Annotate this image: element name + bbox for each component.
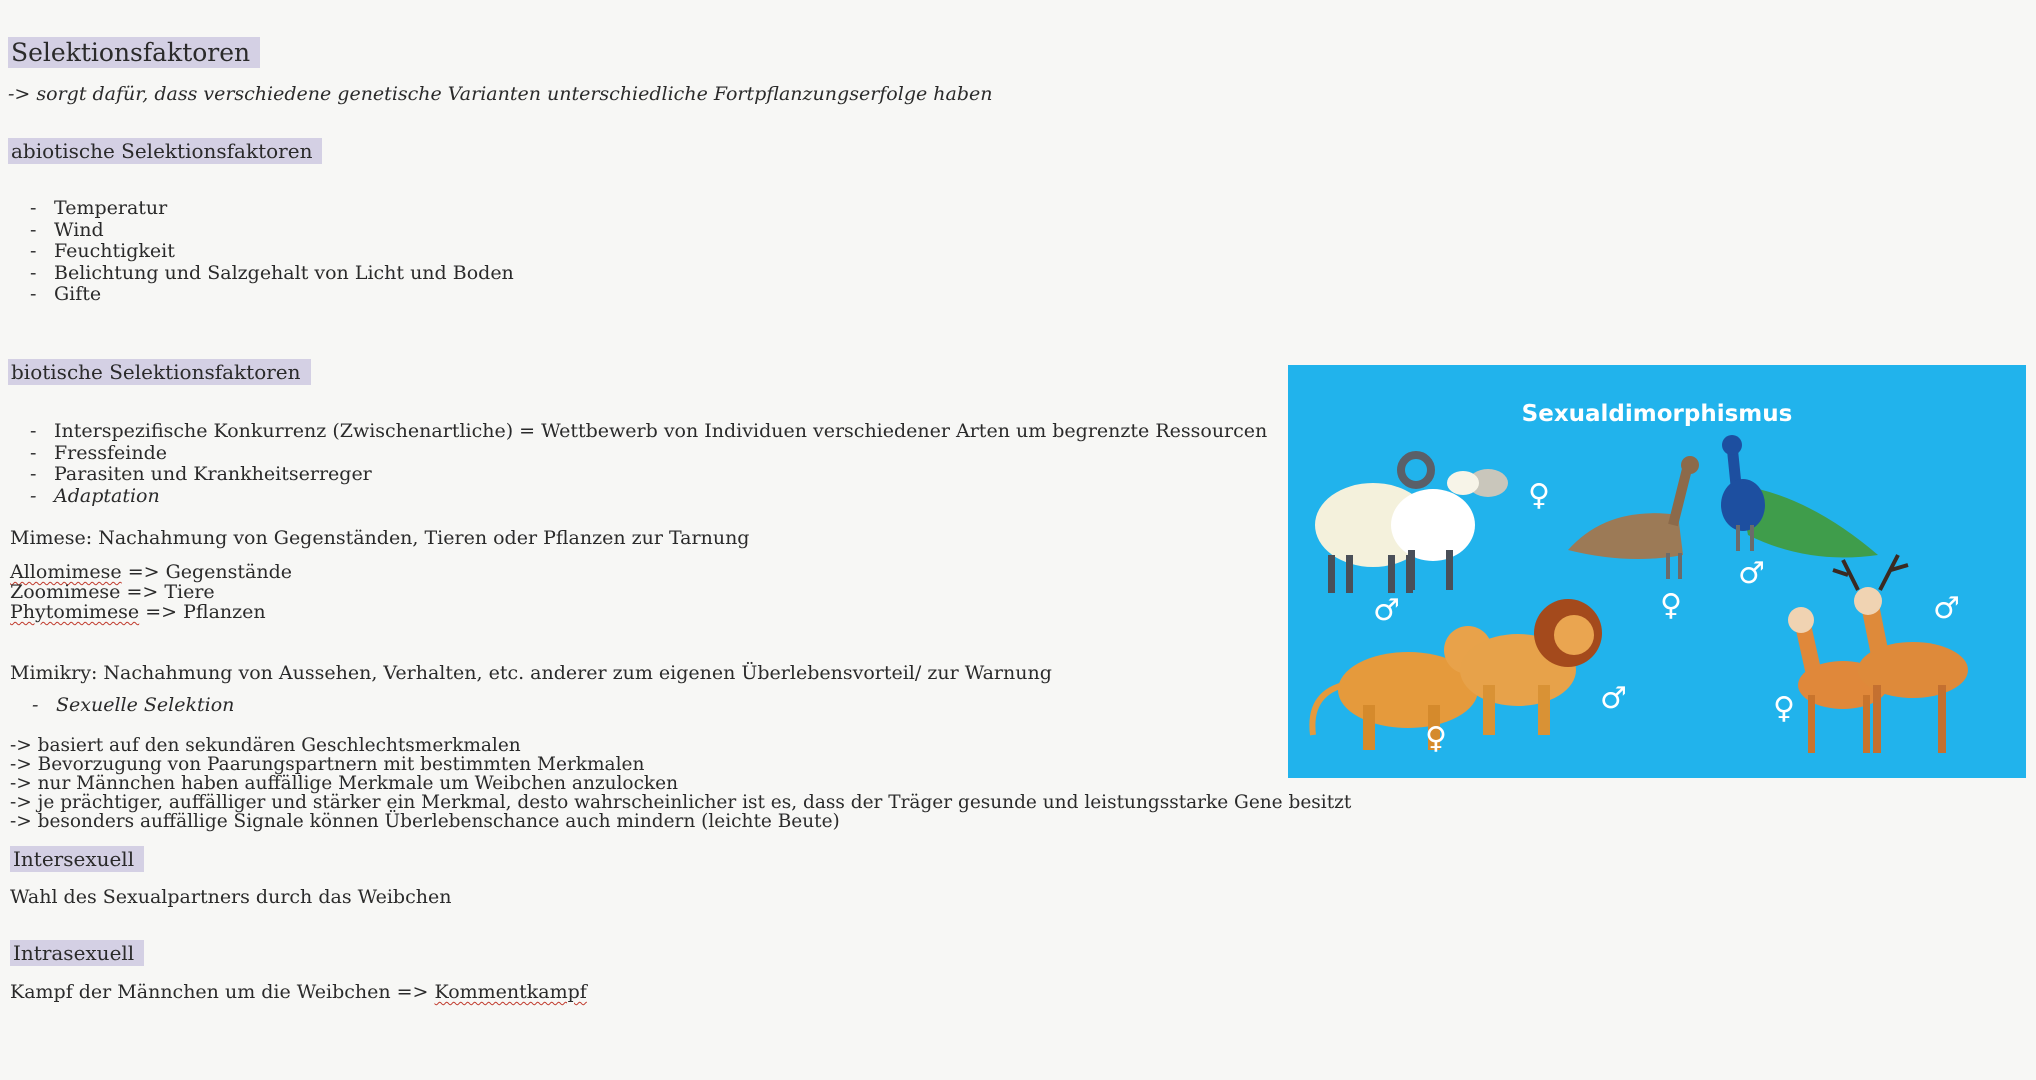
- animals-illustration: [1288, 365, 2026, 778]
- mimese-type-row: Phytomimese => Pflanzen: [10, 601, 266, 623]
- lion-icon: [1312, 599, 1602, 750]
- mimese-type-row: Allomimese => Gegenstände: [10, 561, 293, 583]
- mimese-types: [10, 562, 292, 622]
- list-item: - Temperatur: [8, 198, 514, 220]
- female-symbol: ♀: [1773, 691, 1795, 726]
- intrasexuell-heading: Intrasexuell: [10, 941, 144, 965]
- list-item: -> Bevorzugung von Paarungspartnern mit bestimmten Merkmalen: [10, 754, 645, 775]
- intro-text: -> sorgt dafür, dass verschiedene genetische Varianten unterschiedliche Fortpflanzungserfolge haben: [8, 83, 993, 105]
- kommentkampf-term: Kommentkampf: [434, 981, 587, 1003]
- mimese-definition: Mimese: Nachahmung von Gegenständen, Tieren oder Pflanzen zur Tarnung: [10, 527, 750, 549]
- mimese-term: Zoomimese: [10, 581, 121, 603]
- image-title: Sexualdimorphismus: [1521, 401, 1793, 427]
- sexualdimorphismus-image: [1288, 365, 2026, 778]
- list-item: - Adaptation: [8, 486, 1267, 508]
- page-title: Selektionsfaktoren: [8, 38, 260, 67]
- list-item: - Wind: [8, 220, 514, 242]
- female-symbol: ♀: [1425, 721, 1447, 756]
- biotic-list: [8, 421, 1267, 507]
- biotic-heading: biotische Selektionsfaktoren: [8, 360, 311, 384]
- female-symbol: ♀: [1528, 478, 1550, 513]
- list-item: - Gifte: [8, 284, 514, 306]
- male-symbol: ♂: [1933, 591, 1960, 626]
- list-item: -> nur Männchen haben auffällige Merkmale um Weibchen anzulocken: [10, 773, 679, 794]
- intrasexuell-text: Kampf der Männchen um die Weibchen => Kommentkampf: [10, 981, 587, 1003]
- peacock-icon: [1568, 435, 1878, 579]
- deer-icon: [1788, 555, 1968, 753]
- intersexuell-heading: Intersexuell: [10, 847, 144, 871]
- list-item: -> basiert auf den sekundären Geschlechtsmerkmalen: [10, 735, 521, 756]
- list-item: - Feuchtigkeit: [8, 241, 514, 263]
- intersexuell-text: Wahl des Sexualpartners durch das Weibchen: [10, 886, 452, 908]
- mimese-term: Phytomimese: [10, 601, 140, 623]
- male-symbol: ♂: [1600, 681, 1627, 716]
- list-item: - Fressfeinde: [8, 443, 1267, 465]
- list-item: - Belichtung und Salzgehalt von Licht und Boden: [8, 263, 514, 285]
- abiotic-list: [8, 198, 514, 306]
- mimese-term: Allomimese: [10, 561, 122, 583]
- male-symbol: ♂: [1738, 556, 1765, 591]
- male-symbol: ♂: [1373, 593, 1400, 628]
- sexual-selection-points: [10, 736, 1351, 831]
- list-item: -> je prächtiger, auffälliger und stärker ein Merkmal, desto wahrscheinlicher ist es, dass der Träger gesunde und leistungsstarke Gene besitzt: [10, 792, 1352, 813]
- sexual-selection-list: [10, 695, 234, 717]
- mimese-type-row: Zoomimese => Tiere: [10, 581, 215, 603]
- mimikry-definition: Mimikry: Nachahmung von Aussehen, Verhalten, etc. anderer zum eigenen Überlebensvorteil/ zur Warnung: [10, 662, 1052, 684]
- sheep-icon: [1315, 455, 1508, 593]
- female-symbol: ♀: [1660, 588, 1682, 623]
- list-item: - Interspezifische Konkurrenz (Zwischenartliche) = Wettbewerb von Individuen verschiedener Arten um begrenzte Ressourcen: [8, 421, 1267, 443]
- list-item: -> besonders auffällige Signale können Überlebenschance auch mindern (leichte Beute): [10, 811, 840, 832]
- list-item: - Parasiten und Krankheitserreger: [8, 464, 1267, 486]
- abiotic-heading: abiotische Selektionsfaktoren: [8, 139, 322, 163]
- list-item: - Sexuelle Selektion: [10, 695, 234, 717]
